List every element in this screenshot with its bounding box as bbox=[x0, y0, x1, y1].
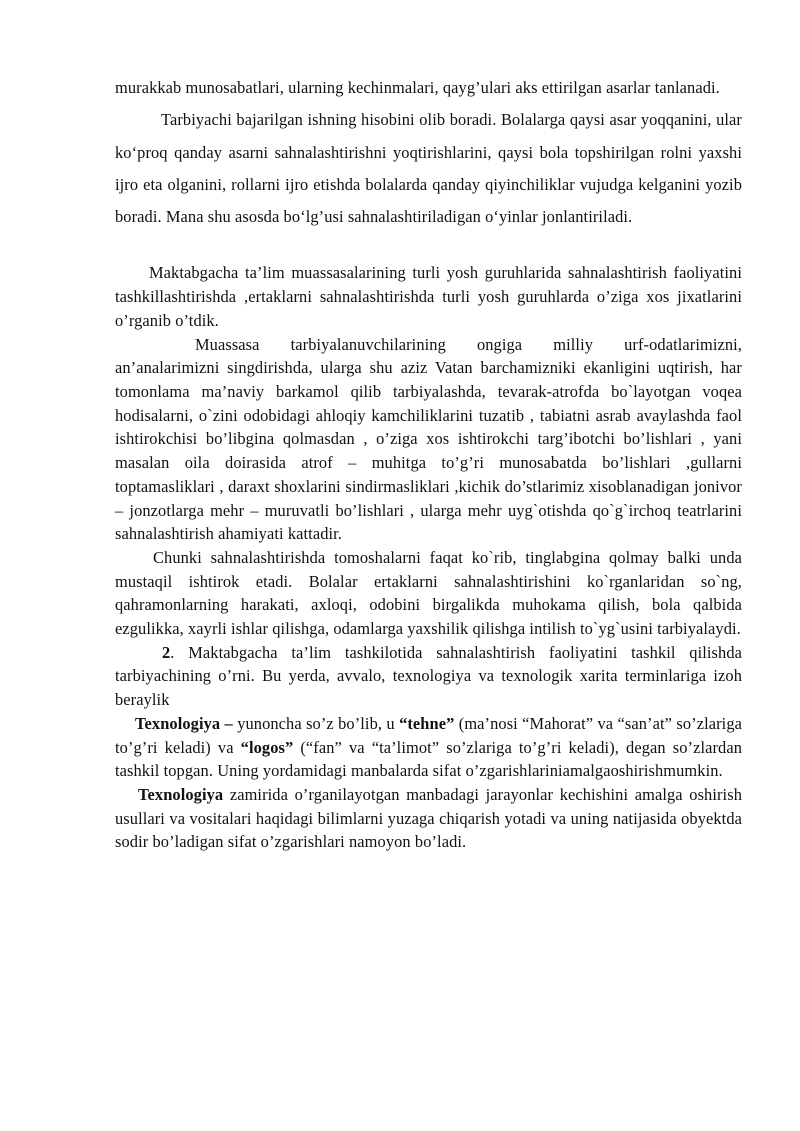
term-texnologiya-2: Texnologiya bbox=[138, 784, 224, 804]
section-heading-text: . Maktabgacha ta’lim tashkilotida sahnalashtirish faoliyatini tashkil qilishda tarbiyachining o’rni. Bu yerda, avvalo, texnologiya va texnologik xarita terminlariga izoh beraylik bbox=[115, 642, 742, 710]
paragraph-1: murakkab munosabatlari, ularning kechinmalari, qayg’ulari aks ettirilgan asarlar tanlanadi. bbox=[115, 78, 720, 97]
paragraph-7 bbox=[115, 712, 742, 783]
section-number: 2 bbox=[162, 642, 171, 662]
bottom-section bbox=[115, 261, 742, 854]
term-tehne: “tehne” bbox=[399, 713, 455, 733]
definition-text-c: (“fan” va “ta’limot” so’zlariga to’g’ri keladi), degan so’zlardan tashkil topgan. Uning yordamidagi manbalarda sifat o’zgarishlariniamalgaoshirishmumkin. bbox=[115, 737, 742, 781]
paragraph-6 bbox=[115, 641, 742, 712]
term-logos: “logos” bbox=[240, 737, 294, 757]
paragraph-gap bbox=[115, 233, 742, 261]
definition-text-b: (ma’nosi “Mahorat” va “san’at” so’zlariga to’g’ri keladi) va bbox=[115, 713, 742, 757]
paragraph-4: Muassasa tarbiyalanuvchilarining ongiga milliy urf-odatlarimizni, an’analarimizni singdirishda, ularga shu aziz Vatan barchamizniki ekanligini uqtirish, har tomonlama ma’naviy barkamol qilib tarbiyalashda, tevarak-atrofda bo`layotgan voqea hodisalarni, o`zini odobidagi ahloqiy kamchiliklarini tuzatib , tabiatni asrab avaylashda faol ishtirokchisi bo’libgina qolmasdan , o’ziga xos ishtirokchi targ’ibotchi bo’lishlari , yani masalan oila doirasida atrof – muhitga to’g’ri munosabatda bo’lishlari ,gullarni toptamasliklari , daraxt shoxlarini sindirmasliklari ,kichik do’stlarimiz xisoblanadigan jonivor – jonzotlarga mehr – muruvatli bo’lishlari , ularga mehr uyg`otishda qo`g`irchoq teatrlarini sahnalashtirish ahamiyati kattadir. bbox=[115, 334, 742, 544]
definition-text-a: yunoncha so’z bo’lib, u bbox=[232, 713, 400, 733]
document-page bbox=[115, 72, 742, 854]
paragraph-5: Chunki sahnalashtirishda tomoshalarni faqat ko`rib, tinglabgina qolmay balki unda mustaqil ishtirok etadi. Bolalar ertaklarni sahnalashtirishini ko`rganlaridan so`ng, qahramonlarning harakati, axloqi, odobini birgalikda muhokama qilish, bola qalbida ezgulikka, xayrli ishlar qilishga, odamlarga yaxshilik qilishga intilish to`yg`usini tarbiyalaydi. bbox=[115, 547, 742, 639]
term-texnologiya: Texnologiya – bbox=[135, 713, 233, 733]
paragraph-2: Tarbiyachi bajarilgan ishning hisobini olib boradi. Bolalarga qaysi asar yoqqanini, ular ko‘proq qanday asarni sahnalashtirishni yoqtirishlarini, qaysi bola topshirilgan rolni yaxshi ijro eta olganini, rollarni ijro etishda bolalarda qanday qiyinchiliklar vujudga kelganini yozib boradi. Mana shu asosda bo‘lg’usi sahnalashtiriladigan o‘yinlar jonlantiriladi. bbox=[115, 110, 742, 227]
paragraph-3: Maktabgacha ta’lim muassasalarining turli yosh guruhlarida sahnalashtirish faoliyatini tashkillashtirishda ,ertaklarni sahnalashtirishda turli yosh guruhlarda o’ziga xos jixatlarini o’rganib o’tdik. bbox=[115, 263, 742, 330]
paragraph-8-text: zamirida o’rganilayotgan manbadagi jarayonlar kechishini amalga oshirish usullari va vositalari haqidagi bilimlarni yuzaga chiqarish yotadi va uning natijasida obyektda sodir bo’ladigan sifat o’zgarishlari namoyon bo’ladi. bbox=[115, 784, 742, 852]
top-section bbox=[115, 72, 742, 233]
paragraph-8 bbox=[115, 783, 742, 854]
